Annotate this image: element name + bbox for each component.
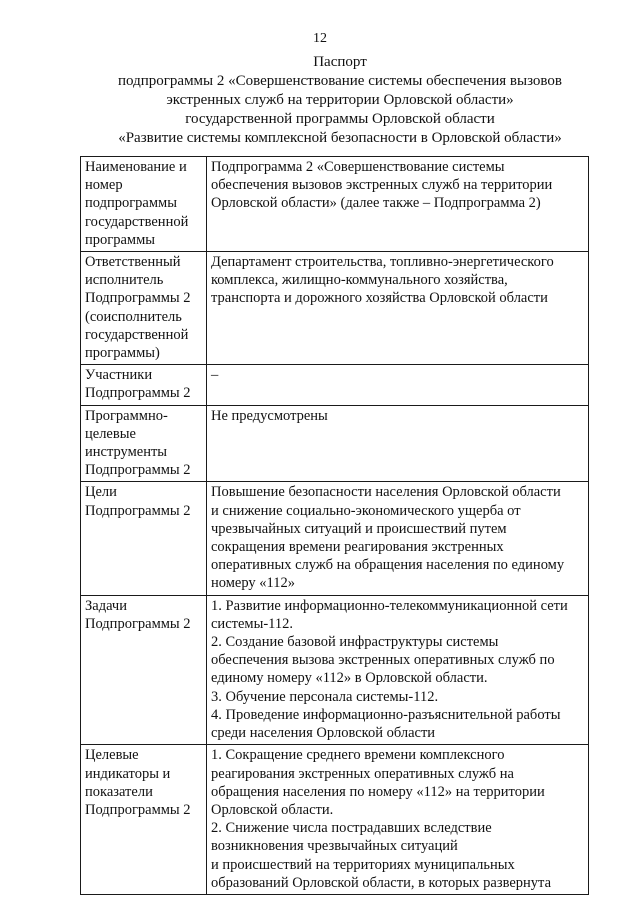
label-line: целевые bbox=[85, 425, 136, 442]
label-line: государственной bbox=[85, 213, 189, 230]
label-line: Программно- bbox=[85, 407, 168, 424]
row-label-cell bbox=[81, 482, 207, 595]
label-line: Подпрограммы 2 bbox=[85, 801, 191, 818]
label-line: Целевые bbox=[85, 747, 139, 764]
value-line: сокращения времени реагирования экстренных bbox=[211, 539, 504, 556]
row-label-cell bbox=[81, 365, 207, 405]
document-heading bbox=[60, 53, 620, 148]
passport-table bbox=[80, 156, 589, 895]
value-line: 2. Создание базовой инфраструктуры системы bbox=[211, 634, 499, 651]
value-line: Орловской области. bbox=[211, 801, 334, 818]
value-line: Подпрограмма 2 «Совершенствование системы bbox=[211, 159, 505, 175]
value-line: 4. Проведение информационно-разъяснительной работы bbox=[211, 706, 561, 723]
value-line: 2. Снижение числа пострадавших вследствие bbox=[211, 820, 492, 837]
row-label-cell bbox=[81, 157, 207, 252]
value-line: единому номеру «112» в Орловской области. bbox=[211, 670, 488, 687]
label-line: программы) bbox=[85, 345, 160, 362]
value-line: системы-112. bbox=[211, 615, 293, 632]
value-line: 1. Сокращение среднего времени комплексного bbox=[211, 747, 505, 764]
row-value-cell bbox=[207, 252, 589, 365]
value-line: номеру «112» bbox=[211, 575, 295, 592]
value-line: транспорта и дорожного хозяйства Орловской области bbox=[211, 290, 548, 307]
value-line: обеспечения вызова экстренных оперативных служб по bbox=[211, 652, 555, 669]
value-line: среди населения Орловской области bbox=[211, 725, 436, 742]
label-line: Ответственный bbox=[85, 254, 181, 271]
value-line: и снижение социально-экономического ущерба от bbox=[211, 502, 521, 519]
table-row bbox=[81, 482, 589, 595]
table-row bbox=[81, 157, 589, 252]
row-value-cell bbox=[207, 745, 589, 895]
value-line: комплекса, жилищно-коммунального хозяйства, bbox=[211, 272, 508, 289]
heading-line: подпрограммы 2 «Совершенствование системы обеспечения вызовов bbox=[118, 73, 562, 89]
value-line: Повышение безопасности населения Орловской области bbox=[211, 484, 561, 501]
heading-line: экстренных служб на территории Орловской области» bbox=[166, 92, 514, 108]
row-label-cell bbox=[81, 252, 207, 365]
heading-line: «Развитие системы комплексной безопасности в Орловской области» bbox=[118, 130, 562, 146]
label-line: индикаторы и bbox=[85, 765, 171, 782]
label-line: Подпрограммы 2 bbox=[85, 290, 191, 307]
row-label-cell bbox=[81, 405, 207, 482]
label-line: государственной bbox=[85, 326, 189, 343]
label-line: программы bbox=[85, 231, 155, 248]
table-row bbox=[81, 595, 589, 745]
label-line: Подпрограммы 2 bbox=[85, 385, 191, 402]
label-line: номер bbox=[85, 177, 123, 194]
label-line: исполнитель bbox=[85, 272, 164, 289]
value-line: чрезвычайных ситуаций и происшествий путем bbox=[211, 520, 507, 537]
label-line: подпрограммы bbox=[85, 195, 177, 212]
value-line: Орловской области» (далее также – Подпрограмма 2) bbox=[211, 195, 541, 212]
label-line: Наименование и bbox=[85, 159, 187, 175]
label-line: Участники bbox=[85, 367, 153, 384]
value-line: Департамент строительства, топливно-энергетического bbox=[211, 254, 554, 271]
value-line: – bbox=[211, 367, 219, 384]
table-row bbox=[81, 745, 589, 895]
page-number: 12 bbox=[313, 31, 327, 46]
table-row bbox=[81, 365, 589, 405]
value-line: 1. Развитие информационно-телекоммуникационной сети bbox=[211, 597, 568, 614]
row-value-cell bbox=[207, 365, 589, 405]
value-line: обращения населения по номеру «112» на территории bbox=[211, 783, 545, 800]
value-line: и происшествий на территориях муниципальных bbox=[211, 856, 515, 873]
row-label-cell bbox=[81, 745, 207, 895]
value-line: оперативных служб на обращения населения по единому bbox=[211, 557, 565, 574]
value-line: обеспечения вызовов экстренных служб на территории bbox=[211, 177, 553, 194]
label-line: инструменты bbox=[85, 444, 168, 461]
heading-title: Паспорт bbox=[313, 54, 367, 70]
heading-line: государственной программы Орловской области bbox=[185, 111, 495, 127]
label-line: показатели bbox=[85, 783, 153, 800]
row-label-cell bbox=[81, 595, 207, 745]
row-value-cell bbox=[207, 405, 589, 482]
value-line: 3. Обучение персонала системы-112. bbox=[211, 688, 439, 705]
label-line: Задачи bbox=[85, 597, 127, 614]
value-line: возникновения чрезвычайных ситуаций bbox=[211, 838, 458, 855]
label-line: Подпрограммы 2 bbox=[85, 502, 191, 519]
label-line: Подпрограммы 2 bbox=[85, 462, 191, 479]
label-line: Подпрограммы 2 bbox=[85, 615, 191, 632]
row-value-cell bbox=[207, 482, 589, 595]
value-line: Не предусмотрены bbox=[211, 407, 328, 424]
value-line: образований Орловской области, в которых развернута bbox=[211, 874, 551, 891]
label-line: (соисполнитель bbox=[85, 308, 182, 325]
row-value-cell bbox=[207, 595, 589, 745]
table-row bbox=[81, 405, 589, 482]
table-row bbox=[81, 252, 589, 365]
row-value-cell bbox=[207, 157, 589, 252]
label-line: Цели bbox=[85, 484, 117, 501]
value-line: реагирования экстренных оперативных служб на bbox=[211, 765, 514, 782]
